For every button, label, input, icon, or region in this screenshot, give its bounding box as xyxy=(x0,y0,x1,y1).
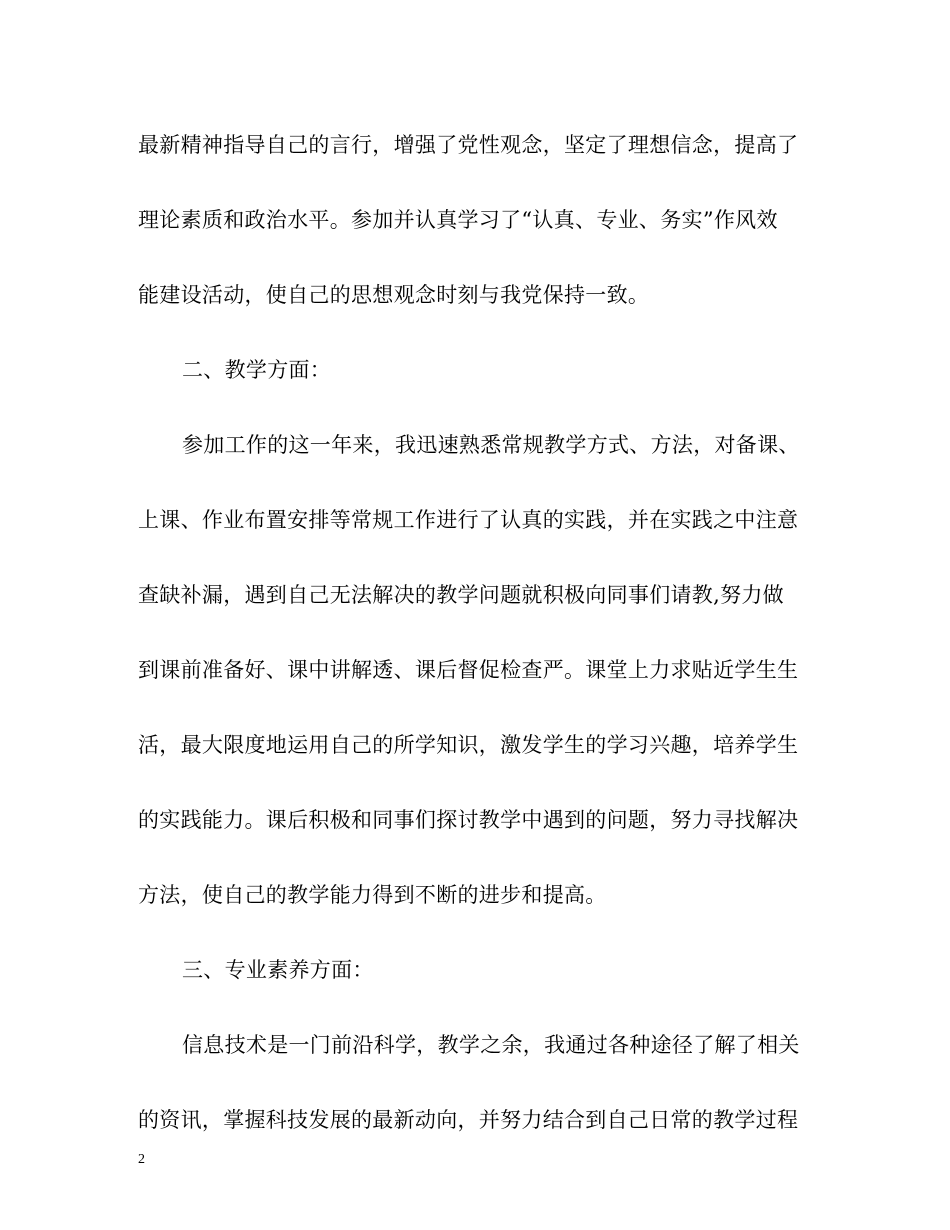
body-text-line: 信息技术是一门前沿科学，教学之余，我通过各种途径了解了相关 xyxy=(182,1033,800,1057)
body-text-line: 理论素质和政治水平。参加并认真学习了“认真、专业、务实”作风效 xyxy=(138,208,778,232)
body-text-line: 查缺补漏，遇到自己无法解决的教学问题就积极向同事们请教,努力做 xyxy=(138,583,784,607)
body-text-line: 的实践能力。课后积极和同事们探讨教学中遇到的问题，努力寻找解决 xyxy=(138,808,799,832)
body-text-line: 上课、作业布置安排等常规工作进行了认真的实践，并在实践之中注意 xyxy=(138,508,799,532)
section-heading: 二、教学方面： xyxy=(182,358,332,382)
body-text-line: 最新精神指导自己的言行，增强了党性观念，坚定了理想信念，提高了 xyxy=(138,133,799,157)
page-number: 2 xyxy=(138,1152,145,1167)
body-text-line: 方法，使自己的教学能力得到不断的进步和提高。 xyxy=(138,883,607,907)
body-text-line: 能建设活动，使自己的思想观念时刻与我党保持一致。 xyxy=(138,283,650,307)
body-text-line: 参加工作的这一年来，我迅速熟悉常规教学方式、方法，对备课、 xyxy=(182,433,800,457)
section-heading: 三、专业素养方面： xyxy=(182,958,374,982)
body-text-line: 到课前准备好、课中讲解透、课后督促检查严。课堂上力求贴近学生生 xyxy=(138,658,799,682)
body-text-line: 活，最大限度地运用自己的所学知识，激发学生的学习兴趣，培养学生 xyxy=(138,733,799,757)
body-text-line: 的资讯，掌握科技发展的最新动向，并努力结合到自己日常的教学过程 xyxy=(138,1108,799,1132)
